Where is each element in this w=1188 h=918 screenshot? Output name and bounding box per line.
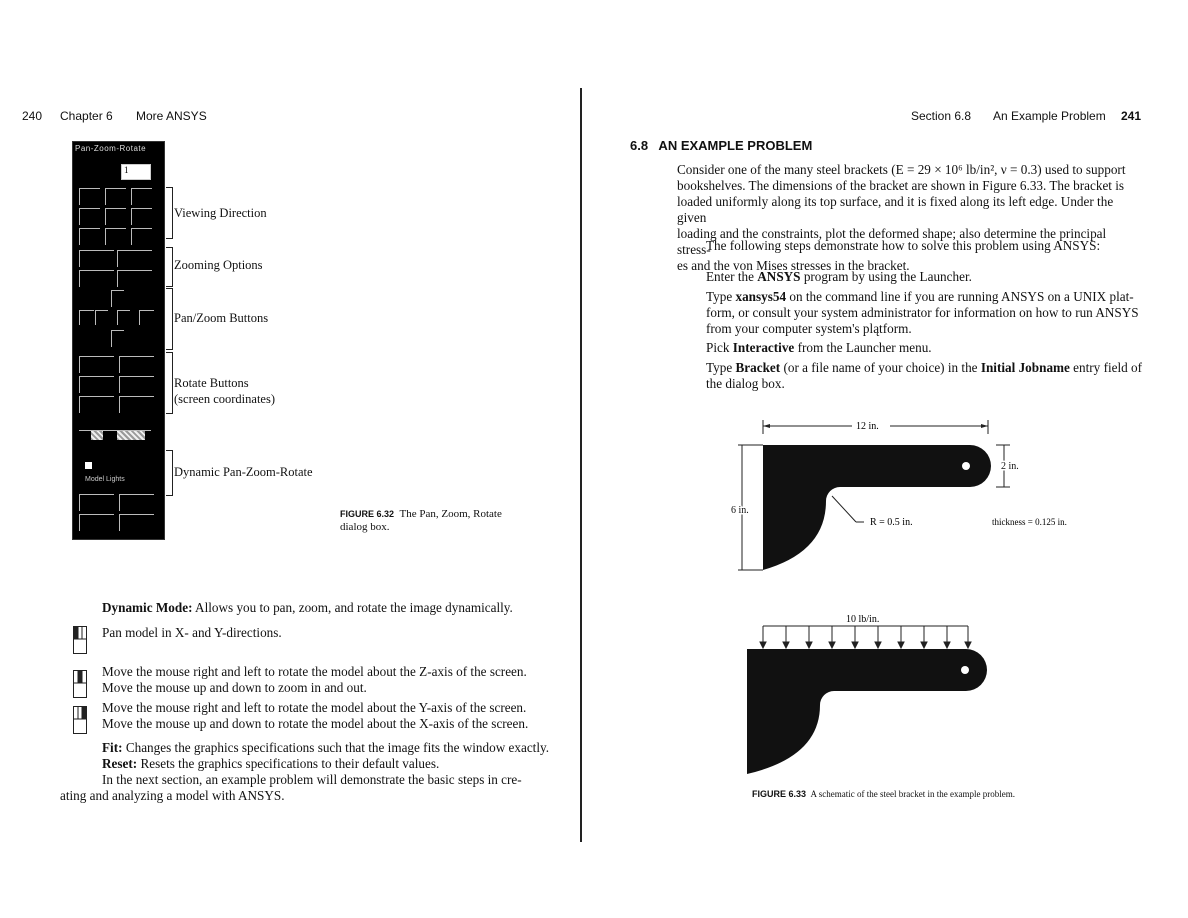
pan-text: Pan model in X- and Y-directions. xyxy=(102,625,282,640)
rotate-button[interactable] xyxy=(79,396,114,413)
dynamic-radio-labels[interactable]: Model Lights xyxy=(85,476,125,483)
arrow-head xyxy=(981,424,988,428)
fit-text xyxy=(102,740,549,756)
callout-rotate-buttons xyxy=(174,375,275,407)
mouse-right-button-icon xyxy=(73,706,87,734)
next-section-text-1: In the next section, an example problem will demonstrate the basic steps in cre- xyxy=(102,772,522,787)
pan-right-button[interactable] xyxy=(139,310,154,325)
fit-button[interactable] xyxy=(79,494,114,511)
view-button[interactable] xyxy=(131,208,152,225)
left-chapter-title: More ANSYS xyxy=(136,109,207,123)
paragraph-line: loading and the constraints, plot the deformed shape; also determine the principal stress- xyxy=(677,226,1107,257)
text-run: program by using the Launcher. xyxy=(800,269,972,284)
callout-bracket xyxy=(166,352,173,414)
arrow-head xyxy=(763,424,770,428)
spinner-value: 1 xyxy=(124,165,129,175)
callout-pan-zoom-buttons: Pan/Zoom Buttons xyxy=(174,311,269,325)
text-line: Changes the graphics specifications such that the image fits the window exactly. xyxy=(125,740,550,755)
close-button[interactable] xyxy=(79,514,114,531)
zoom-in-button[interactable] xyxy=(95,310,108,325)
reset-text xyxy=(102,756,439,772)
figure-caption: A schematic of the steel bracket in the example problem. xyxy=(810,789,1015,799)
text-run: Type xyxy=(706,360,736,375)
zoom-out-button[interactable] xyxy=(117,310,130,325)
arrow-head xyxy=(852,642,858,648)
arrow-head xyxy=(944,642,950,648)
rotate-button[interactable] xyxy=(119,356,154,373)
view-button[interactable] xyxy=(105,188,126,205)
mouse-middle-button-icon xyxy=(73,670,87,698)
text-run: form, or consult your system administrator for information on how to run ANSYS xyxy=(706,305,1139,320)
callout-viewing-direction: Viewing Direction xyxy=(174,206,267,220)
text-line: Allows you to pan, zoom, and rotate the image dynamically. xyxy=(195,600,513,615)
help-button[interactable] xyxy=(119,514,154,531)
figure-caption-line2: dialog box. xyxy=(340,521,390,533)
step-2 xyxy=(706,289,1139,337)
zoom-option-button[interactable] xyxy=(79,270,114,287)
next-section-text-2: ating and analyzing a model with ANSYS. xyxy=(60,788,285,803)
pan-up-button[interactable] xyxy=(111,290,124,307)
zoom-option-button[interactable] xyxy=(79,250,114,267)
step-3 xyxy=(706,340,932,356)
mouse-left-button-icon xyxy=(73,626,87,654)
callout-dynamic: Dynamic Pan-Zoom-Rotate xyxy=(174,465,313,479)
rate-slider[interactable] xyxy=(79,430,151,441)
bracket-shape xyxy=(763,445,991,570)
end-label: 2 in. xyxy=(1001,461,1019,472)
rate-spinner[interactable] xyxy=(121,164,151,180)
view-button[interactable] xyxy=(105,208,126,225)
text-line: Resets the graphics specifications to their default values. xyxy=(140,756,440,771)
text-run: entry field of xyxy=(1069,360,1143,375)
right-section-title: An Example Problem xyxy=(993,109,1106,123)
load-label: 10 lb/in. xyxy=(846,614,880,625)
width-label: 12 in. xyxy=(856,421,879,432)
text-run: the dialog box. xyxy=(706,376,785,391)
view-button[interactable] xyxy=(79,208,100,225)
callout-rotate-line1: Rotate Buttons xyxy=(174,376,249,390)
text-run: from the Launcher menu. xyxy=(794,340,932,355)
figure-6-32-caption xyxy=(340,508,502,534)
loaded-bracket-shape xyxy=(747,649,987,774)
rotate-button[interactable] xyxy=(79,376,114,393)
callout-bracket xyxy=(166,450,173,496)
z-axis-text-2: Move the mouse up and down to zoom in and out. xyxy=(102,680,367,695)
view-button[interactable] xyxy=(131,188,152,205)
zoom-option-button[interactable] xyxy=(117,250,152,267)
bold-term: Initial Jobname xyxy=(980,360,1070,375)
figure-6-33-caption xyxy=(752,789,1015,799)
text-run: on the command line if you are running ANSYS on a UNIX plat- xyxy=(786,289,1134,304)
arrow-head xyxy=(829,642,835,648)
step-1 xyxy=(706,269,972,285)
radius-label: R = 0.5 in. xyxy=(870,517,913,528)
bold-term: Fit: xyxy=(102,740,123,755)
bold-term: Dynamic Mode: xyxy=(102,600,193,615)
height-label: 6 in. xyxy=(731,505,749,516)
figure-label: FIGURE 6.33 xyxy=(752,789,807,799)
bold-term: Interactive xyxy=(732,340,795,355)
thickness-label: thickness = 0.125 in. xyxy=(992,517,1067,527)
z-axis-text-1: Move the mouse right and left to rotate the model about the Z-axis of the screen. xyxy=(102,664,527,679)
arrow-head xyxy=(806,642,812,648)
bold-term: Reset: xyxy=(102,756,138,771)
arrow-head xyxy=(965,642,971,648)
callout-bracket xyxy=(166,247,173,287)
paragraph-line: bookshelves. The dimensions of the bracket are shown in Figure 6.33. The bracket is xyxy=(677,178,1125,193)
callout-rotate-line2: (screen coordinates) xyxy=(174,392,275,406)
step-4 xyxy=(706,360,1142,392)
callout-zooming-options: Zooming Options xyxy=(174,258,263,272)
rotate-button[interactable] xyxy=(79,356,114,373)
slider-track xyxy=(117,431,145,440)
figure-caption-line1: The Pan, Zoom, Rotate xyxy=(399,508,502,520)
dialog-title: Pan-Zoom-Rotate xyxy=(75,144,147,153)
y-axis-text-2: Move the mouse up and down to rotate the model about the X-axis of the screen. xyxy=(102,716,529,731)
paragraph-2: The following steps demonstrate how to solve this problem using ANSYS: xyxy=(706,238,1101,253)
paragraph-line: es and the von Mises stresses in the bracket. xyxy=(677,258,910,273)
dynamic-mode-checkbox[interactable] xyxy=(85,462,92,469)
bold-term: ANSYS xyxy=(757,269,801,284)
view-button[interactable] xyxy=(79,188,100,205)
zoom-option-button[interactable] xyxy=(117,270,152,287)
arrow-head xyxy=(875,642,881,648)
text-run: (or a file name of your choice) in the xyxy=(780,360,981,375)
pan-zoom-rotate-dialog xyxy=(72,141,165,540)
hole-icon xyxy=(961,666,969,674)
rotate-button[interactable] xyxy=(119,396,154,413)
bold-term: xansys54 xyxy=(735,289,787,304)
figure-label: FIGURE 6.32 xyxy=(340,509,395,519)
text-run: Enter the xyxy=(706,269,758,284)
callout-bracket xyxy=(166,187,173,239)
y-axis-text-1: Move the mouse right and left to rotate the model about the Y-axis of the screen. xyxy=(102,700,527,715)
arrow-head xyxy=(898,642,904,648)
reset-button[interactable] xyxy=(119,494,154,511)
radius-leader xyxy=(832,496,856,522)
bold-term: Bracket xyxy=(735,360,781,375)
arrow-head xyxy=(783,642,789,648)
dynamic-mode-text xyxy=(102,600,513,616)
hole-icon xyxy=(962,462,970,470)
pan-down-button[interactable] xyxy=(111,330,124,347)
paragraph-1 xyxy=(677,162,1139,274)
left-page-number: 240 xyxy=(22,109,43,123)
page-gutter xyxy=(580,88,582,842)
right-section: Section 6.8 xyxy=(911,109,972,123)
rotate-button[interactable] xyxy=(119,376,154,393)
right-page-number: 241 xyxy=(1121,109,1142,123)
bracket-schematic-diagram xyxy=(730,412,1090,784)
slider-thumb[interactable] xyxy=(91,431,103,440)
paragraph-line: loaded uniformly along its top surface, and it is fixed along its left edge. Under the given xyxy=(677,194,1114,225)
view-button[interactable] xyxy=(131,228,152,245)
view-button[interactable] xyxy=(79,228,100,245)
view-button[interactable] xyxy=(105,228,126,245)
paragraph-line: Consider one of the many steel brackets (E = 29 × 10⁶ lb/in², ν = 0.3) used to support xyxy=(677,162,1126,177)
text-run: Pick xyxy=(706,340,733,355)
arrow-head xyxy=(760,642,766,648)
text-run: from your computer system's plątform. xyxy=(706,321,912,336)
pan-left-button[interactable] xyxy=(79,310,94,325)
callout-bracket xyxy=(166,288,173,350)
arrow-head xyxy=(921,642,927,648)
section-heading: 6.8 AN EXAMPLE PROBLEM xyxy=(630,138,813,153)
left-chapter: Chapter 6 xyxy=(60,109,113,123)
text-run: Type xyxy=(706,289,736,304)
